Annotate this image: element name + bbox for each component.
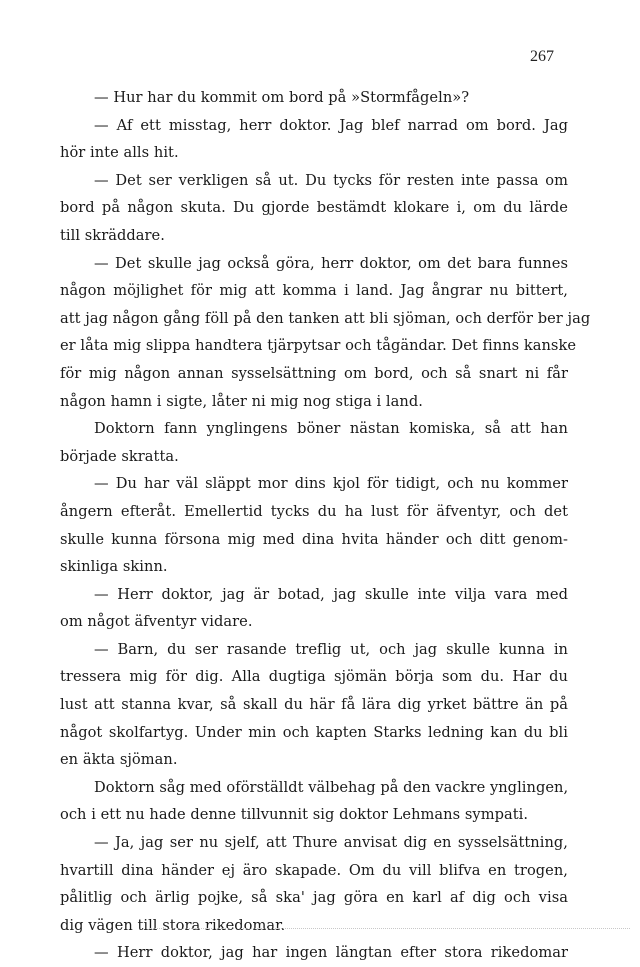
text-line: — Barn, du ser rasande treflig ut, och jag skulle kunna in (94, 640, 568, 658)
text-line: om något äfventyr vidare. (60, 613, 253, 631)
text-line: Doktorn fann ynglingens böner nästan komiska, så att han (94, 420, 568, 438)
text-line: en äkta sjöman. (60, 751, 178, 769)
text-line: tressera mig för dig. Alla dugtiga sjömän börja som du. Har du (60, 668, 568, 686)
text-line: någon hamn i sigte, låter ni mig nog stiga i land. (60, 392, 423, 410)
text-line: — Herr doktor, jag är botad, jag skulle inte vilja vara med (94, 585, 568, 603)
text-line: — Det ser verkligen så ut. Du tycks för resten inte passa om (94, 171, 568, 189)
text-line: — Herr doktor, jag har ingen längtan efter stora rikedomar (94, 944, 568, 962)
text-line: — Det skulle jag också göra, herr doktor, om det bara funnes (94, 254, 568, 272)
text-line: för mig någon annan sysselsättning om bord, och så snart ni får (60, 364, 568, 382)
scan-artifact-line (150, 928, 630, 930)
text-line: dig vägen till stora rikedomar. (60, 916, 286, 934)
body-text (60, 84, 591, 967)
text-line: pålitlig och ärlig pojke, så ska' jag göra en karl af dig och visa (60, 889, 568, 907)
text-line: — Af ett misstag, herr doktor. Jag blef narrad om bord. Jag (94, 116, 568, 134)
text-line: er låta mig slippa handtera tjärpytsar och tågändar. Det finns kanske (60, 337, 577, 355)
text-line: — Ja, jag ser nu sjelf, att Thure anvisat dig en sysselsättning, (94, 834, 568, 852)
page-number: 267 (530, 48, 554, 65)
text-line: ångern efteråt. Emellertid tycks du ha lust för äfventyr, och det (60, 502, 568, 520)
text-line: skulle kunna försona mig med dina hvita händer och ditt genom- (60, 530, 568, 548)
text-line: började skratta. (60, 447, 179, 465)
text-line: — Hur har du kommit om bord på »Stormfågeln»? (94, 89, 470, 106)
text-line: någon möjlighet för mig att komma i land. Jag ångrar nu bittert, (60, 282, 568, 300)
text-line: bord på någon skuta. Du gjorde bestämdt klokare i, om du lärde (60, 199, 568, 217)
text-line: något skolfartyg. Under min och kapten Starks ledning kan du bli (60, 723, 568, 741)
text-line: skinliga skinn. (60, 558, 168, 576)
text-line: och i ett nu hade denne tillvunnit sig doktor Lehmans sympati. (60, 806, 529, 824)
text-line: Doktorn såg med oförställdt välbehag på den vackre ynglingen, (94, 778, 569, 796)
text-line: att jag någon gång föll på den tanken att bli sjöman, och derför ber jag (60, 309, 591, 327)
text-line: till skräddare. (60, 226, 165, 244)
text-line: lust att stanna kvar, så skall du här få lära dig yrket bättre än på (60, 696, 568, 714)
text-line: hör inte alls hit. (60, 144, 179, 162)
text-line: — Du har väl släppt mor dins kjol för tidigt, och nu kommer (94, 475, 568, 493)
text-line: hvartill dina händer ej äro skapade. Om du vill blifva en trogen, (60, 861, 568, 879)
